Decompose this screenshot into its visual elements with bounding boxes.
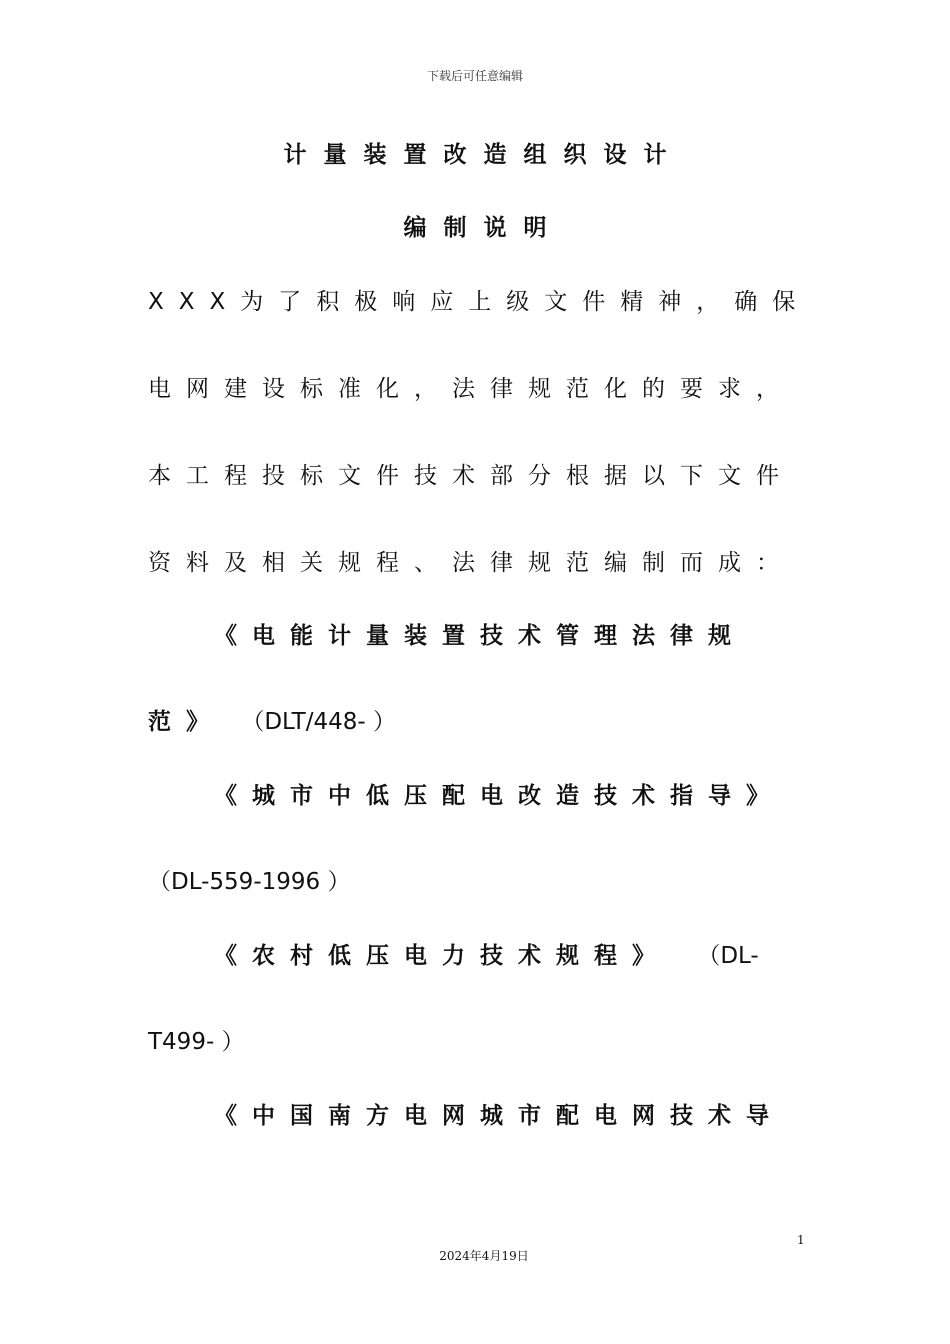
reference-4-line-1: 《中国南方电网城市配电网技术导 bbox=[214, 1103, 784, 1129]
body-line-4: 资料及相关规程、法律规范编制而成： bbox=[148, 550, 794, 576]
reference-2-line-1: 《城市中低压配电改造技术指导》 bbox=[214, 783, 784, 809]
section-title: 编制说明 bbox=[403, 215, 564, 241]
reference-1-line-1: 《电能计量装置技术管理法律规 bbox=[214, 623, 746, 649]
body-line-2: 电网建设标准化，法律规范化的要求， bbox=[148, 376, 794, 402]
reference-3-code-start: （DL- bbox=[697, 943, 759, 969]
reference-3-code-end: T499- ） bbox=[148, 1029, 245, 1055]
reference-1-code: （DLT/448- ） bbox=[241, 709, 396, 735]
reference-1-line-2 bbox=[148, 703, 808, 736]
page-number: 1 bbox=[797, 1233, 805, 1247]
reference-2-code: （DL-559-1996 ） bbox=[148, 869, 351, 895]
body-line-3: 本工程投标文件技术部分根据以下文件 bbox=[148, 463, 794, 489]
page-footer-date: 2024年4月19日 bbox=[439, 1249, 529, 1263]
body-line-1: XXX为了积极响应上级文件精神，确保 bbox=[148, 289, 811, 315]
reference-1-title-end: 范》 bbox=[148, 709, 224, 735]
document-title: 计量装置改造组织设计 bbox=[283, 142, 684, 168]
page-header: 下载后可任意编辑 bbox=[426, 69, 523, 83]
reference-3-title: 《农村低压电力技术规程》 bbox=[214, 943, 670, 969]
reference-3-line-1 bbox=[214, 937, 814, 970]
